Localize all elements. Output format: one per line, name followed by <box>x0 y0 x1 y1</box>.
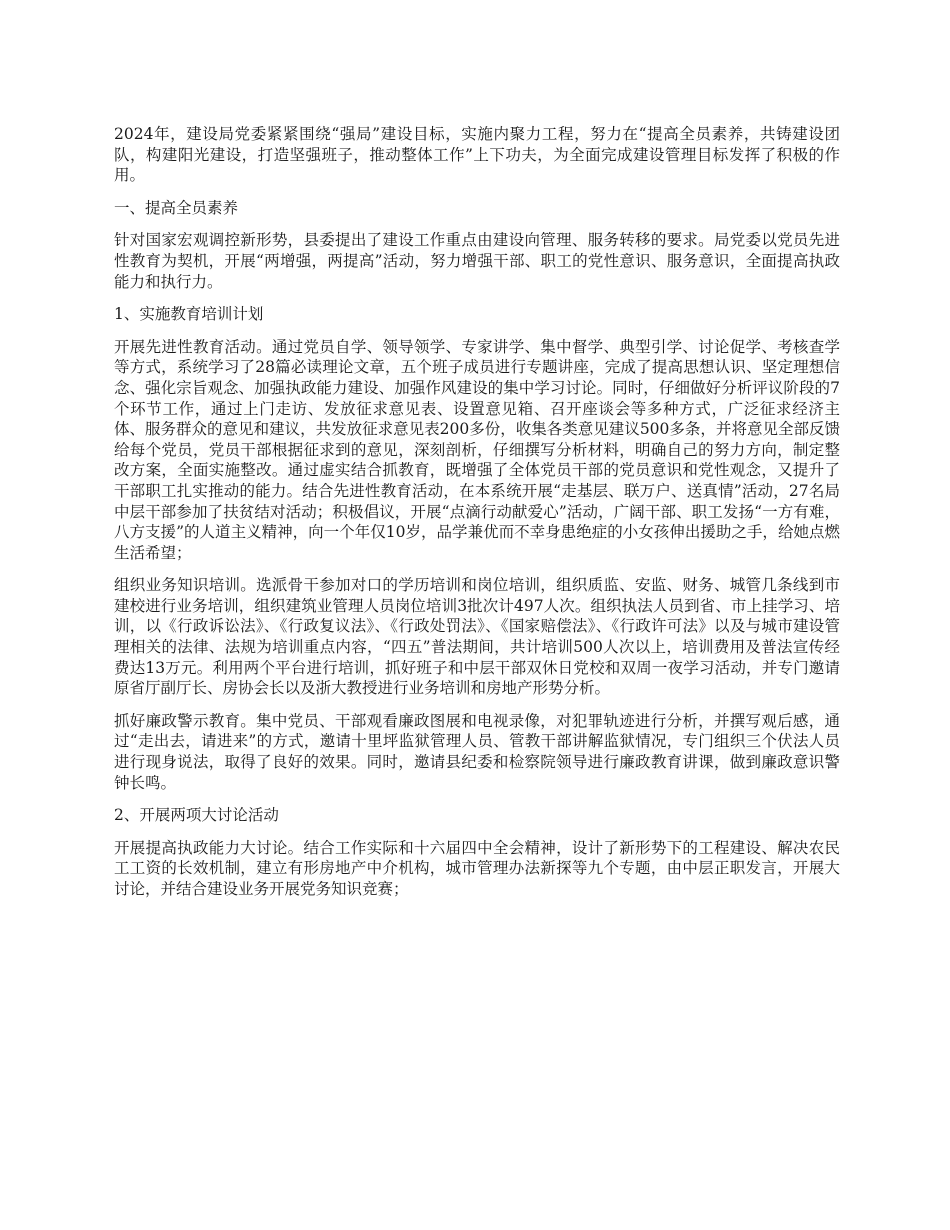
subsection-1-paragraph-3: 抓好廉政警示教育。集中党员、干部观看廉政图展和电视录像，对犯罪轨迹进行分析，并撰写观后感，通过“走出去，请进来”的方式，邀请十里坪监狱管理人员、管教干部讲解监狱情况，专门组织三个伏法人员进行现身说法，取得了良好的效果。同时，邀请县纪委和检察院领导进行廉政教育讲课，做到廉政意识警钟长鸣。 <box>114 711 840 792</box>
document-body <box>114 124 840 912</box>
subsection-1-paragraph-1: 开展先进性教育活动。通过党员自学、领导领学、专家讲学、集中督学、典型引学、讨论促学、考核查学等方式，系统学习了28篇必读理论文章，五个班子成员进行专题讲座，完成了提高思想认识、坚定理想信念、强化宗旨观念、加强执政能力建设、加强作风建设的集中学习讨论。同时，仔细做好分析评议阶段的7个环节工作，通过上门走访、发放征求意见表、设置意见箱、召开座谈会等多种方式，广泛征求经济主体、服务群众的意见和建议，共发放征求意见表200多份，收集各类意见建议500多条，并将意见全部反馈给每个党员，党员干部根据征求到的意见，深刻剖析，仔细撰写分析材料，明确自己的努力方向，制定整改方案，全面实施整改。通过虚实结合抓教育，既增强了全体党员干部的党员意识和党性观念，又提升了干部职工扎实推动的能力。结合先进性教育活动，在本系统开展“走基层、联万户、送真情”活动，27名局中层干部参加了扶贫结对活动；积极倡议，开展“点滴行动献爱心”活动，广阔干部、职工发扬“一方有难，八方支援”的人道主义精神，向一个年仅10岁，品学兼优而不幸身患绝症的小女孩伸出援助之手，给她点燃生活希望； <box>114 337 840 562</box>
section-1-paragraph: 针对国家宏观调控新形势，县委提出了建设工作重点由建设向管理、服务转移的要求。局党委以党员先进性教育为契机，开展“两增强，两提高”活动，努力增强干部、职工的党性意识、服务意识，全面提高执政能力和执行力。 <box>114 231 840 291</box>
subsection-2-heading: 2、开展两项大讨论活动 <box>114 806 279 825</box>
section-1-heading: 一、提高全员素养 <box>114 198 239 217</box>
subsection-1-heading: 1、实施教育培训计划 <box>114 305 264 324</box>
intro-paragraph: 2024年，建设局党委紧紧围绕“强局”建设目标，实施内聚力工程，努力在“提高全员素养，共铸建设团队，构建阳光建设，打造坚强班子，推动整体工作”上下功夫，为全面完成建设管理目标发挥了积极的作用。 <box>114 125 840 185</box>
subsection-2-paragraph-1: 开展提高执政能力大讨论。结合工作实际和十六届四中全会精神，设计了新形势下的工程建设、解决农民工工资的长效机制，建立有形房地产中介机构，城市管理办法新探等九个专题，由中层正职发言，开展大讨论，并结合建设业务开展党务知识竞赛； <box>114 838 840 898</box>
subsection-1-paragraph-2: 组织业务知识培训。选派骨干参加对口的学历培训和岗位培训，组织质监、安监、财务、城管几条线到市建校进行业务培训，组织建筑业管理人员岗位培训3批次计497人次。组织执法人员到省、市上挂学习、培训，以《行政诉讼法》、《行政复议法》、《行政处罚法》、《国家赔偿法》、《行政许可法》以及与城市建设管理相关的法律、法规为培训重点内容，“四五”普法期间，共计培训500人次以上，培训费用及普法宣传经费达13万元。利用两个平台进行培训，抓好班子和中层干部双休日党校和双周一夜学习活动，并专门邀请原省厅副厅长、房协会长以及浙大教授进行业务培训和房地产形势分析。 <box>114 576 840 698</box>
